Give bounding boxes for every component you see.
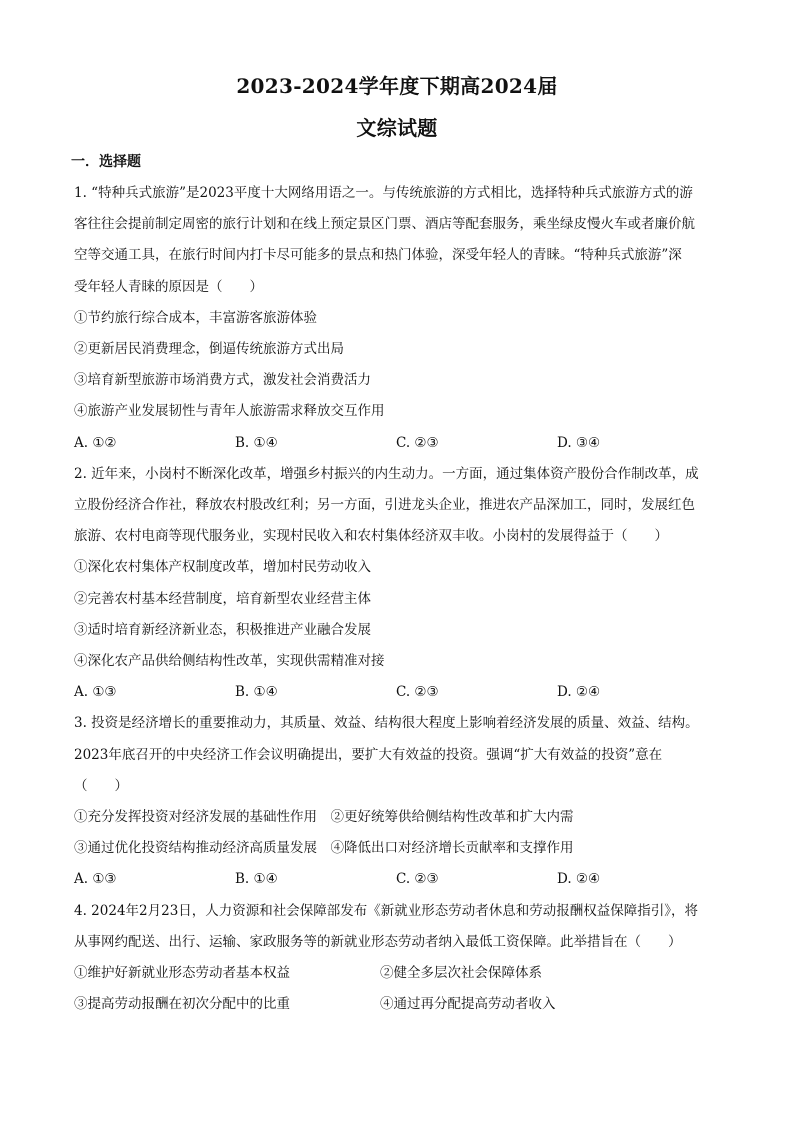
statement-option-row: ①充分发挥投资对经济发展的基础性作用 ②更好统筹供给侧结构性改革和扩大内需	[74, 809, 574, 826]
statement-option: ④通过再分配提高劳动者收入	[380, 996, 556, 1013]
question-stem-line: 从事网约配送、出行、运输、家政服务等的新就业形态劳动者纳入最低工资保障。此举措旨在（ ）	[74, 933, 682, 950]
choice-a: A. ①③	[74, 871, 117, 888]
question-stem-line: 空等交通工具，在旅行时间内打卡尽可能多的景点和热门体验，深受年轻人的青睐。“特种兵式旅游”深	[74, 247, 682, 264]
choice-a: A. ①②	[74, 434, 117, 451]
question-stem-line: 2023年底召开的中央经济工作会议明确提出，要扩大有效益的投资。强调“扩大有效益的投资”意在	[74, 746, 663, 763]
statement-option: ③培育新型旅游市场消费方式，激发社会消费活力	[74, 372, 371, 389]
answer-choices	[74, 677, 726, 708]
question-4	[74, 896, 726, 1021]
choice-c: C. ②③	[396, 684, 439, 701]
statement-option: ①节约旅行综合成本，丰富游客旅游体验	[74, 309, 317, 326]
statement-option: ③提高劳动报酬在初次分配中的比重	[74, 996, 290, 1013]
section-heading: 一．选择题	[71, 154, 141, 170]
statement-option: ②健全多层次社会保障体系	[380, 965, 542, 982]
statement-option: ②完善农村基本经营制度，培育新型农业经营主体	[74, 590, 371, 607]
choice-d: D. ③④	[557, 434, 601, 451]
statement-option-row	[74, 989, 726, 1020]
question-stem-line: 客往往会提前制定周密的旅行计划和在线上预定景区门票、酒店等配套服务，乘坐绿皮慢火车或者廉价航	[74, 216, 695, 233]
statement-option: ①深化农村集体产权制度改革，增加村民劳动收入	[74, 559, 371, 576]
choice-a: A. ①③	[74, 684, 117, 701]
choice-c: C. ②③	[396, 871, 439, 888]
choice-b: B. ①④	[235, 684, 278, 701]
question-3	[74, 708, 726, 895]
exam-title: 2023-2024学年度下期高2024届	[236, 74, 558, 98]
statement-option: ③适时培育新经济新业态，积极推进产业融合发展	[74, 621, 371, 638]
statement-option: ①维护好新就业形态劳动者基本权益	[74, 965, 290, 982]
choice-d: D. ②④	[557, 871, 601, 888]
question-stem-line: 4. 2024年2月23日，人力资源和社会保障部发布《新就业形态劳动者休息和劳动报酬权益保障指引》，将	[74, 902, 699, 919]
exam-subtitle: 文综试题	[356, 116, 438, 140]
question-1	[74, 178, 726, 459]
statement-option-row: ③通过优化投资结构推动经济高质量发展 ④降低出口对经济增长贡献率和支撑作用	[74, 840, 574, 857]
choice-b: B. ①④	[235, 871, 278, 888]
question-stem-line: 3. 投资是经济增长的重要推动力，其质量、效益、结构很大程度上影响着经济发展的质量、效益、结构。	[74, 715, 699, 732]
choice-d: D. ②④	[557, 684, 601, 701]
choice-b: B. ①④	[235, 434, 278, 451]
statement-option: ④深化农产品供给侧结构性改革，实现供需精准对接	[74, 653, 385, 670]
question-stem-line: 旅游、农村电商等现代服务业，实现村民收入和农村集体经济双丰收。小岗村的发展得益于（ ）	[74, 528, 668, 545]
question-2	[74, 459, 726, 709]
question-stem-line: 1. “特种兵式旅游”是2023平度十大网络用语之一。与传统旅游的方式相比，选择特种兵式旅游方式的游	[74, 185, 693, 201]
question-stem-line: （ ）	[74, 777, 128, 794]
question-stem-line: 受年轻人青睐的原因是（ ）	[74, 278, 263, 295]
question-stem-line: 2. 近年来，小岗村不断深化改革，增强乡村振兴的内生动力。一方面，通过集体资产股份合作制改革，成	[74, 465, 699, 482]
answer-choices	[74, 864, 726, 895]
answer-choices	[74, 428, 726, 459]
question-stem-line: 立股份经济合作社，释放农村股改红利；另一方面，引进龙头企业，推进农产品深加工，同时，发展红色	[74, 497, 695, 514]
choice-c: C. ②③	[396, 434, 439, 451]
statement-option: ②更新居民消费理念，倒逼传统旅游方式出局	[74, 341, 344, 358]
statement-option-row	[74, 958, 726, 989]
statement-option: ④旅游产业发展韧性与青年人旅游需求释放交互作用	[74, 403, 385, 420]
question-list	[74, 178, 726, 1020]
